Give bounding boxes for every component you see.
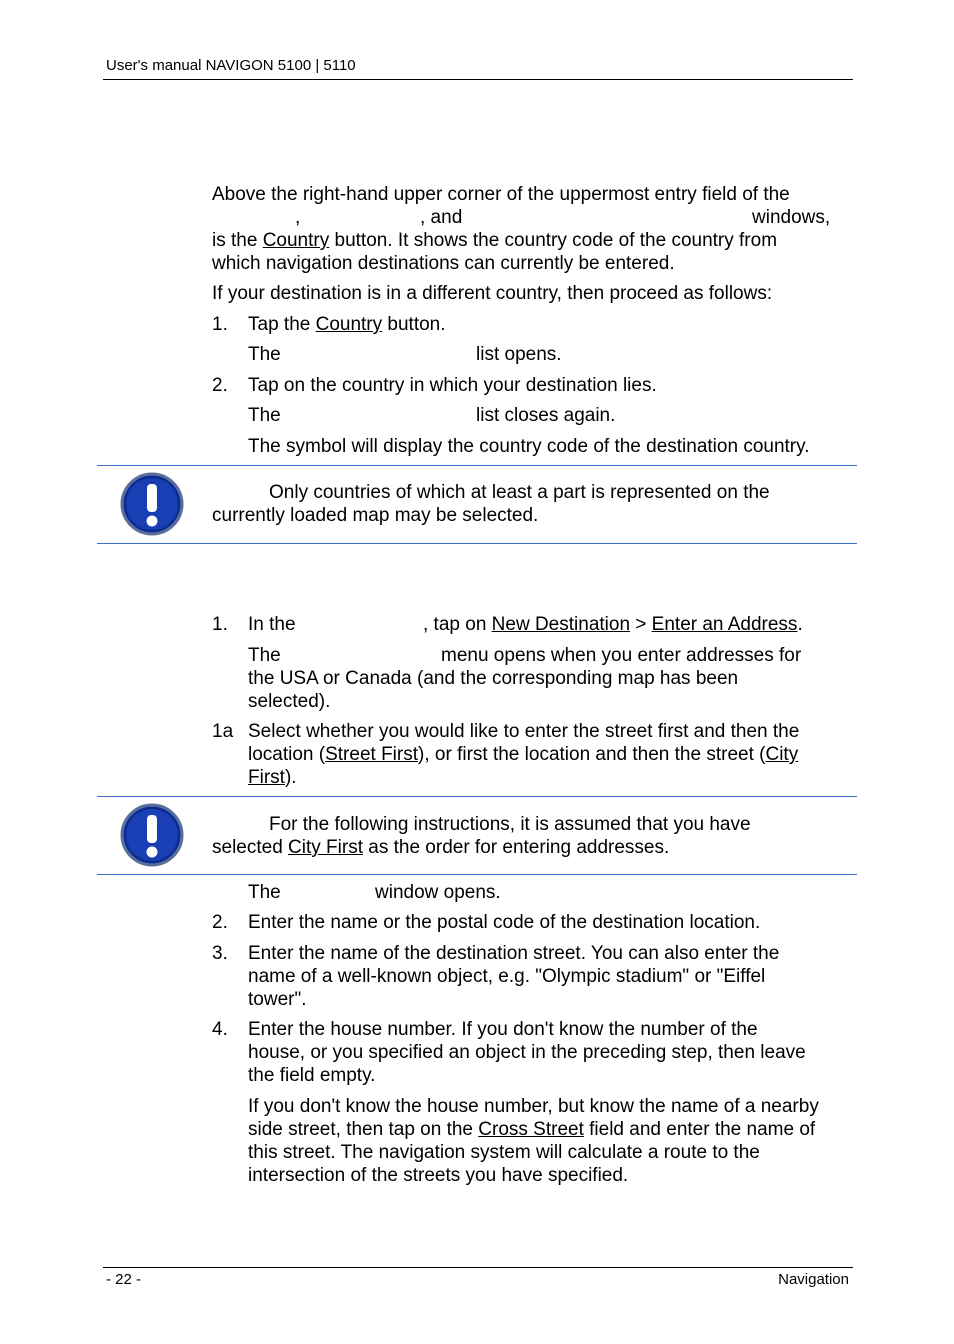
- para-line-4: intersection of the streets you have specified.: [248, 1165, 629, 1186]
- step-number: 1.: [212, 614, 228, 635]
- note-rule-bottom: [97, 543, 857, 544]
- window-opens-pre: The: [248, 882, 281, 903]
- note-2-line-1: For the following instructions, it is assumed that you have: [269, 814, 751, 835]
- step-text: Enter the name or the postal code of the destination location.: [248, 912, 761, 933]
- step-text: tower".: [248, 989, 307, 1010]
- city-first-link-note[interactable]: City First: [288, 837, 363, 858]
- city-first-link-cont[interactable]: First: [248, 767, 285, 788]
- step-number: 2.: [212, 375, 228, 396]
- window-opens-post: window opens.: [375, 882, 501, 903]
- intro-line-3: is the Country button. It shows the country code of the country from: [212, 230, 778, 251]
- header-rule: [103, 79, 853, 80]
- cross-street-link[interactable]: Cross Street: [478, 1119, 584, 1140]
- new-destination-link[interactable]: New Destination: [491, 614, 631, 635]
- footer-rule: [103, 1267, 853, 1268]
- note-1-line-2: currently loaded map may be selected.: [212, 505, 539, 526]
- intro-line-2c: windows,: [752, 207, 831, 228]
- intro-line-4: which navigation destinations can currently be entered.: [212, 253, 675, 274]
- step-text: name of a well-known object, e.g. "Olympic stadium" or "Eiffel: [248, 966, 766, 987]
- step-result-2: The symbol will display the country code of the destination country.: [248, 436, 810, 457]
- country-link-step[interactable]: Country: [315, 314, 383, 335]
- country-link[interactable]: Country: [262, 230, 330, 251]
- intro-line-5: If your destination is in a different country, then proceed as follows:: [212, 283, 773, 304]
- para-line-2: side street, then tap on the Cross Street field and enter the name of: [248, 1119, 816, 1140]
- step-1a-line-2: location (Street First), or first the location and then the street (City: [248, 744, 799, 765]
- step-result-line-2: the USA or Canada (and the corresponding map has been: [248, 668, 739, 689]
- step-result-pre: The: [248, 405, 281, 426]
- step-number: 3.: [212, 943, 228, 964]
- step-text-links: , tap on New Destination > Enter an Address.: [423, 614, 803, 635]
- step-1a-line-1: Select whether you would like to enter the street first and then the: [248, 721, 800, 742]
- para-line-1: If you don't know the house number, but know the name of a nearby: [248, 1096, 819, 1117]
- step-result-pre: The: [248, 645, 281, 666]
- step-result-post: list opens.: [476, 344, 562, 365]
- note-2-line-2: selected City First as the order for entering addresses.: [212, 837, 670, 858]
- intro-line-1: Above the right-hand upper corner of the uppermost entry field of the: [212, 184, 790, 205]
- step-1a-line-3: First).: [248, 767, 297, 788]
- enter-an-address-link[interactable]: Enter an Address: [651, 614, 798, 635]
- street-first-link[interactable]: Street First: [325, 744, 419, 765]
- step-text-pre: In the: [248, 614, 296, 635]
- exclamation-icon: [120, 472, 184, 536]
- para-line-3: this street. The navigation system will calculate a route to the: [248, 1142, 760, 1163]
- page-number: - 22 -: [106, 1271, 142, 1288]
- step-result-pre: The: [248, 344, 281, 365]
- step-text: Enter the name of the destination street. You can also enter the: [248, 943, 780, 964]
- city-first-link[interactable]: City: [765, 744, 799, 765]
- step-result-post: menu opens when you enter addresses for: [441, 645, 802, 666]
- exclamation-icon: [120, 803, 184, 867]
- step-number: 1.: [212, 314, 228, 335]
- note-rule-bottom: [97, 874, 857, 875]
- step-number: 4.: [212, 1019, 228, 1040]
- running-header: User's manual NAVIGON 5100 | 5110: [106, 57, 356, 74]
- section-name: Navigation: [778, 1271, 849, 1288]
- step-number: 1a: [212, 721, 234, 742]
- note-rule-top: [97, 796, 857, 797]
- step-result-line-3: selected).: [248, 691, 331, 712]
- step-number: 2.: [212, 912, 228, 933]
- step-result-post: list closes again.: [476, 405, 616, 426]
- step-text: the field empty.: [248, 1065, 376, 1086]
- step-text: house, or you specified an object in the preceding step, then leave: [248, 1042, 806, 1063]
- step-text: Tap on the country in which your destination lies.: [248, 375, 657, 396]
- step-text: Tap the Country button.: [248, 314, 446, 335]
- note-rule-top: [97, 465, 857, 466]
- step-text: Enter the house number. If you don't know the number of the: [248, 1019, 758, 1040]
- intro-line-2a: ,: [295, 207, 301, 228]
- intro-line-2b: , and: [420, 207, 463, 228]
- note-1-line-1: Only countries of which at least a part is represented on the: [269, 482, 770, 503]
